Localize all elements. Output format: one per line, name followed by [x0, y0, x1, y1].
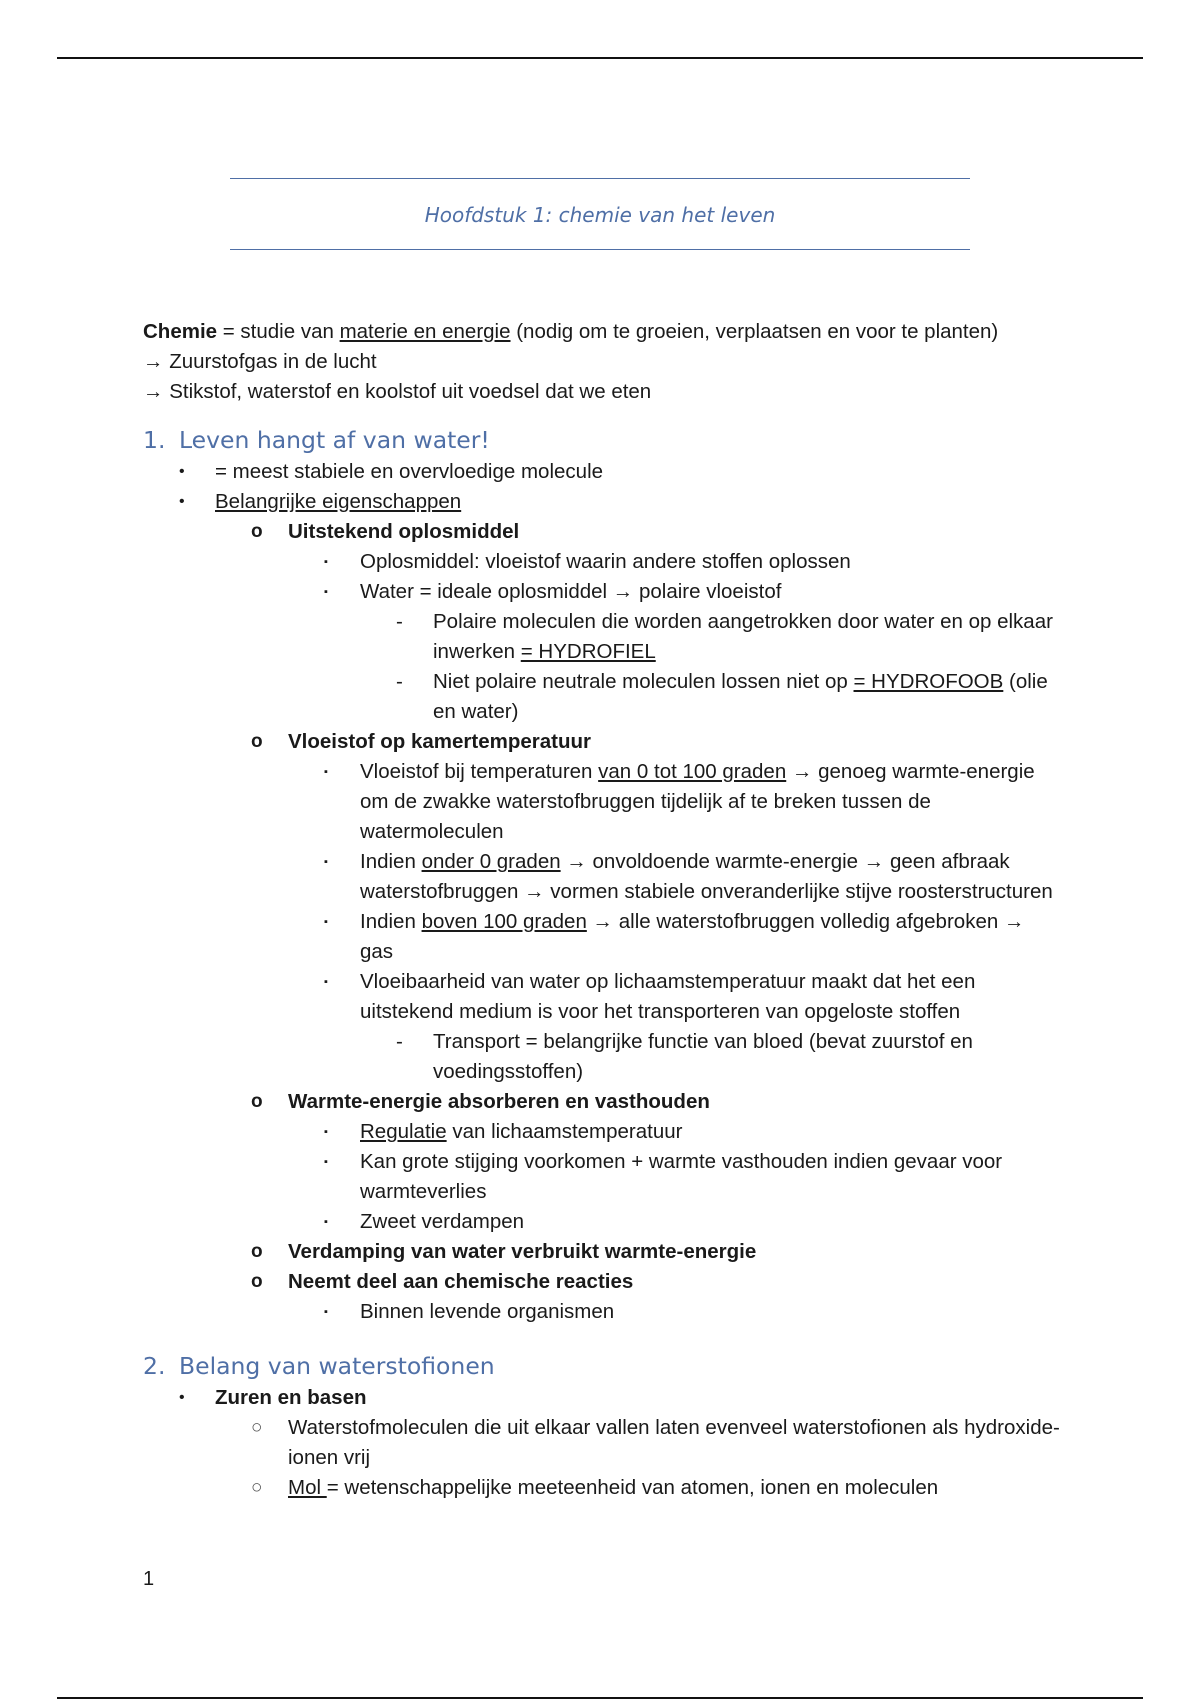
list-item: ▪ Indien onder 0 graden → onvoldoende warmte-energie → geen afbraak waterstofbruggen → vormen stabiele onveranderlijke stijve roosterstructuren — [143, 847, 1063, 907]
arrow-icon: → — [1003, 910, 1025, 933]
square-bullet-icon: ▪ — [324, 766, 328, 778]
intro-arrow-item: → Zuurstofgas in de lucht — [143, 350, 377, 373]
intro-underlined: materie en energie — [339, 320, 511, 343]
bullet-icon: • — [179, 463, 185, 480]
arrow-icon: → — [791, 760, 813, 783]
list-item: ▪ Kan grote stijging voorkomen + warmte vasthouden indien gevaar voor warmteverlies — [143, 1147, 1063, 1207]
list-item: - Polaire moleculen die worden aangetrokken door water en op elkaar inwerken = HYDROFIEL — [143, 607, 1063, 667]
square-bullet-icon: ▪ — [324, 976, 328, 988]
dash-bullet-icon: - — [396, 670, 403, 693]
square-bullet-icon: ▪ — [324, 916, 328, 928]
square-bullet-icon: ▪ — [324, 1156, 328, 1168]
list-item: ▪ Vloeibaarheid van water op lichaamstemperatuur maakt dat het een uitstekend medium is voor het transporteren van opgeloste stoffen — [143, 967, 1063, 1027]
bullet-icon: • — [179, 1389, 185, 1406]
page-top-rule — [57, 57, 1143, 59]
square-bullet-icon: ▪ — [324, 1216, 328, 1228]
title-top-rule — [230, 178, 970, 179]
document-body — [143, 317, 1063, 1503]
square-bullet-icon: ▪ — [324, 586, 328, 598]
list-item: • = meest stabiele en overvloedige molecule — [143, 457, 1063, 487]
circle-bullet-icon: o — [251, 731, 263, 752]
hollow-circle-bullet-icon: ○ — [251, 1477, 263, 1498]
chapter-title: Hoofdstuk 1: chemie van het leven — [424, 203, 776, 227]
circle-bullet-icon: o — [251, 1241, 263, 1262]
arrow-icon: → — [592, 910, 614, 933]
property-heading: o Vloeistof op kamertemperatuur — [143, 727, 1063, 757]
property-heading: o Warmte-energie absorberen en vasthouden — [143, 1087, 1063, 1117]
square-bullet-icon: ▪ — [324, 556, 328, 568]
arrow-icon: → — [566, 850, 587, 873]
square-bullet-icon: ▪ — [324, 856, 328, 868]
circle-bullet-icon: o — [251, 1271, 263, 1292]
list-item: ▪ Binnen levende organismen — [143, 1297, 1063, 1327]
dash-bullet-icon: - — [396, 610, 403, 633]
intro-term: Chemie — [143, 320, 218, 343]
intro-definition: Chemie = studie van materie en energie (nodig om te groeien, verplaatsen en voor te planten) — [143, 320, 999, 343]
circle-bullet-icon: o — [251, 521, 263, 542]
square-bullet-icon: ▪ — [324, 1126, 328, 1138]
list-item: - Transport = belangrijke functie van bloed (bevat zuurstof en voedingsstoffen) — [143, 1027, 1063, 1087]
section-2-heading: 2. Belang van waterstofionen — [143, 1352, 495, 1380]
chapter-title-block — [230, 178, 970, 250]
dash-bullet-icon: - — [396, 1030, 403, 1053]
arrow-icon: → — [143, 350, 164, 373]
list-item: - Niet polaire neutrale moleculen lossen niet op = HYDROFOOB (olie en water) — [143, 667, 1063, 727]
page-number: 1 — [143, 1568, 155, 1590]
list-item: ▪ Water = ideale oplosmiddel → polaire vloeistof — [143, 577, 1063, 607]
property-heading: o Verdamping van water verbruikt warmte-energie — [143, 1237, 1063, 1267]
list-item: ▪ Zweet verdampen — [143, 1207, 1063, 1237]
list-item: • Belangrijke eigenschappen — [143, 487, 1063, 517]
arrow-icon: → — [863, 850, 885, 873]
arrow-icon: → — [143, 380, 164, 403]
page-bottom-rule — [57, 1697, 1143, 1699]
list-item: ▪ Vloeistof bij temperaturen van 0 tot 100 graden → genoeg warmte-energie om de zwakke waterstofbruggen tijdelijk af te breken tussen de watermoleculen — [143, 757, 1063, 847]
title-bottom-rule — [230, 249, 970, 250]
bullet-icon: • — [179, 493, 185, 510]
list-item: ○ Mol = wetenschappelijke meeteenheid van atomen, ionen en moleculen — [143, 1473, 1063, 1503]
property-heading: o Neemt deel aan chemische reacties — [143, 1267, 1063, 1297]
property-heading: o Uitstekend oplosmiddel — [143, 517, 1063, 547]
section-1-heading: 1. Leven hangt af van water! — [143, 426, 490, 454]
circle-bullet-icon: o — [251, 1091, 263, 1112]
arrow-icon: → — [612, 580, 634, 603]
square-bullet-icon: ▪ — [324, 1306, 328, 1318]
hollow-circle-bullet-icon: ○ — [251, 1417, 263, 1438]
list-item: ▪ Oplosmiddel: vloeistof waarin andere stoffen oplossen — [143, 547, 1063, 577]
list-item: ▪ Indien boven 100 graden → alle waterstofbruggen volledig afgebroken → gas — [143, 907, 1063, 967]
list-item: ▪ Regulatie van lichaamstemperatuur — [143, 1117, 1063, 1147]
list-item: • Zuren en basen — [143, 1383, 1063, 1413]
intro-arrow-item: → Stikstof, waterstof en koolstof uit voedsel dat we eten — [143, 380, 652, 403]
arrow-icon: → — [524, 880, 545, 903]
list-item: ○ Waterstofmoleculen die uit elkaar vallen laten evenveel waterstofionen als hydroxide-ionen vrij — [143, 1413, 1063, 1473]
